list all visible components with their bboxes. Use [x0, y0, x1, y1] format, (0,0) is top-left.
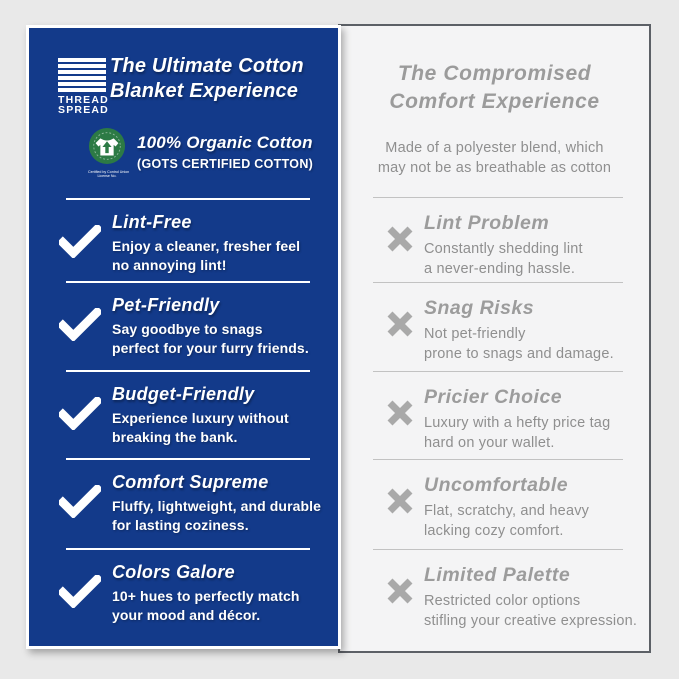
- feature-line2: hard on your wallet.: [424, 435, 555, 451]
- list-item: [29, 370, 338, 458]
- cross-icon: [340, 297, 424, 344]
- feature-description: [424, 501, 589, 541]
- divider: [373, 459, 623, 460]
- feature-description: [112, 587, 300, 624]
- compromised-comfort-panel: [338, 24, 651, 653]
- logo-wordmark: [58, 93, 109, 117]
- divider: [66, 548, 310, 550]
- page-title: [110, 54, 338, 104]
- right-panel-subtitle: [340, 138, 649, 178]
- feature-description: [424, 239, 583, 279]
- checkmark-icon: [29, 384, 112, 435]
- checkmark-icon: [29, 562, 112, 613]
- feature-line1: Say goodbye to snags: [112, 321, 263, 337]
- gots-caption-line2: License No.: [97, 174, 117, 179]
- feature-title: Lint Problem: [424, 212, 550, 234]
- gots-logo-icon: [88, 127, 126, 165]
- divider: [66, 370, 310, 372]
- ultimate-cotton-panel: [26, 25, 341, 649]
- cross-icon: [340, 564, 424, 611]
- feature-line1: Luxury with a hefty price tag: [424, 415, 611, 431]
- divider: [373, 282, 623, 283]
- feature-description: [424, 413, 610, 453]
- feature-description: [424, 324, 614, 364]
- list-item: [29, 198, 338, 281]
- checkmark-icon: [29, 295, 112, 346]
- feature-title: Uncomfortable: [424, 474, 569, 496]
- organic-cotton-heading: 100% Organic Cotton: [137, 133, 313, 152]
- threadspread-logo: [58, 58, 109, 117]
- feature-line2: perfect for your furry friends.: [112, 339, 309, 356]
- feature-title: Budget-Friendly: [112, 384, 255, 404]
- cross-icon: [340, 474, 424, 521]
- divider: [373, 197, 623, 198]
- left-title-line2: Blanket Experience: [110, 80, 299, 102]
- list-item: [340, 371, 649, 459]
- list-item: [340, 197, 649, 282]
- divider: [66, 198, 310, 200]
- right-panel-title: [340, 60, 649, 116]
- feature-title: Snag Risks: [424, 297, 535, 319]
- divider: [373, 371, 623, 372]
- feature-title: Colors Galore: [112, 562, 235, 582]
- feature-title: Pet-Friendly: [112, 295, 220, 315]
- feature-line2: prone to snags and damage.: [424, 346, 614, 362]
- checkmark-icon: [29, 472, 112, 523]
- feature-line1: Fluffy, lightweight, and durable: [112, 498, 322, 514]
- logo-line1: THREAD: [58, 93, 109, 106]
- feature-line1: Flat, scratchy, and heavy: [424, 503, 590, 519]
- divider: [66, 458, 310, 460]
- feature-line2: breaking the bank.: [112, 428, 238, 445]
- feature-description: [424, 591, 637, 631]
- feature-line1: 10+ hues to perfectly match: [112, 588, 300, 604]
- feature-line2: stifling your creative expression.: [424, 613, 638, 629]
- divider: [66, 281, 310, 283]
- left-title-line1: The Ultimate Cotton: [110, 55, 304, 77]
- divider: [373, 549, 623, 550]
- list-item: [29, 458, 338, 548]
- organic-cotton-badge-row: [88, 127, 313, 178]
- feature-description: [112, 237, 300, 274]
- right-feature-list: [340, 197, 649, 649]
- feature-description: [112, 409, 289, 446]
- cross-icon: [340, 212, 424, 259]
- list-item: [340, 459, 649, 549]
- feature-description: [112, 497, 321, 534]
- feature-line1: Enjoy a cleaner, fresher feel: [112, 238, 301, 254]
- list-item: [29, 548, 338, 646]
- feature-line2: for lasting coziness.: [112, 516, 249, 533]
- logo-stripes-icon: [58, 58, 106, 92]
- feature-line1: Experience luxury without: [112, 410, 289, 426]
- feature-title: Comfort Supreme: [112, 472, 269, 492]
- feature-line1: Not pet-friendly: [424, 326, 526, 342]
- right-title-line1: The Compromised: [397, 62, 592, 85]
- list-item: [29, 281, 338, 370]
- feature-title: Limited Palette: [424, 564, 571, 586]
- gots-certification-badge: [88, 127, 130, 179]
- checkmark-icon: [29, 212, 112, 263]
- feature-line2: your mood and décor.: [112, 606, 261, 623]
- feature-line2: a never-ending hassle.: [424, 261, 576, 277]
- gots-certified-subheading: (GOTS CERTIFIED COTTON): [137, 157, 314, 171]
- left-feature-list: [29, 198, 338, 646]
- cross-icon: [340, 386, 424, 433]
- list-item: [340, 549, 649, 649]
- feature-line1: Constantly shedding lint: [424, 241, 583, 257]
- list-item: [340, 282, 649, 371]
- right-title-line2: Comfort Experience: [389, 90, 600, 113]
- feature-line2: no annoying lint!: [112, 256, 227, 273]
- feature-title: Lint-Free: [112, 212, 192, 232]
- feature-description: [112, 320, 309, 357]
- right-subtitle-line1: Made of a polyester blend, which: [385, 140, 604, 156]
- logo-line2: SPREAD: [58, 104, 109, 117]
- feature-line2: lacking cozy comfort.: [424, 523, 564, 539]
- gots-caption-line1: Certified by Control Union: [88, 170, 130, 174]
- feature-title: Pricier Choice: [424, 386, 563, 408]
- right-subtitle-line2: may not be as breathable as cotton: [377, 160, 612, 176]
- gots-caption: [88, 170, 130, 179]
- feature-line1: Restricted color options: [424, 593, 581, 609]
